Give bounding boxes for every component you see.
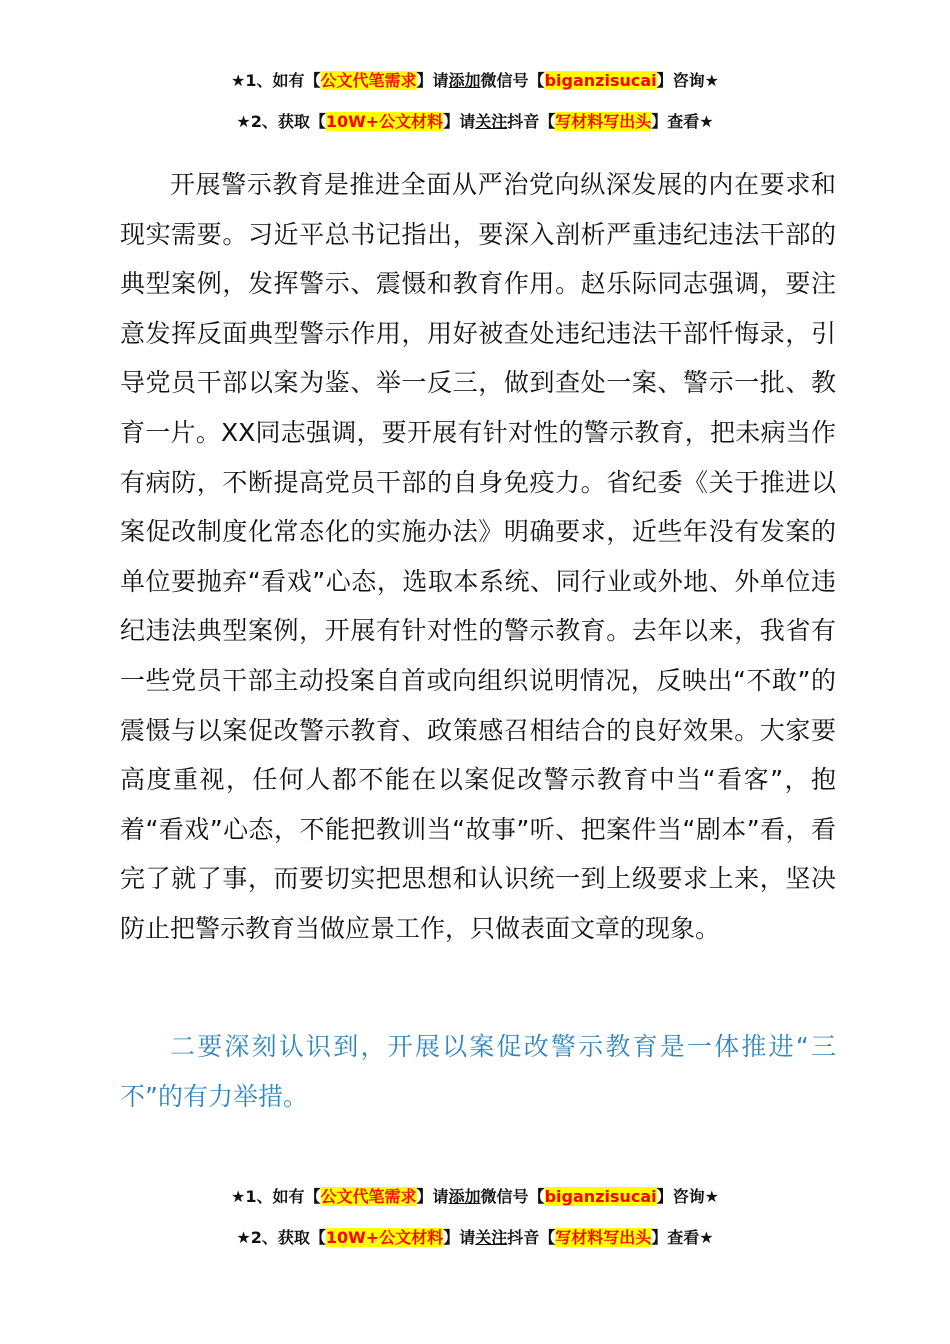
header-ad-line-2: ★2、获取【10W+公文材料】请关注抖音【写材料写出头】查看★ <box>236 112 714 131</box>
footer-ad-line-2: ★2、获取【10W+公文材料】请关注抖音【写材料写出头】查看★ <box>236 1228 714 1247</box>
section-heading: 二要深刻认识到，开展以案促改警示教育是一体推进“三不”的有力举措。 <box>120 1032 836 1111</box>
highlight-wechat-id: biganzisucai <box>544 71 657 90</box>
highlight-douyin-id: 写材料写出头 <box>555 112 652 131</box>
highlight-wechat-id: biganzisucai <box>544 1187 657 1206</box>
body-paragraph: 开展警示教育是推进全面从严治党向纵深发展的内在要求和现实需要。习近平总书记指出，要深入剖析严重违纪违法干部的典型案例，发挥警示、震慑和教育作用。赵乐际同志强调，要注意发挥反面典型警示作用，用好被查处违纪违法干部忏悔录，引导党员干部以案为鉴、举一反三，做到查处一案、警示一批、教育一片。XX同志强调，要开展有针对性的警示教育，把未病当作有病防，不断提高党员干部的自身免疫力。省纪委《关于推进以案促改制度化常态化的实施办法》明确要求，近些年没有发案的单位要抛弃“看戏”心态，选取本系统、同行业或外地、外单位违纪违法典型案例，开展有针对性的警示教育。去年以来，我省有一些党员干部主动投案自首或向组织说明情况，反映出“不敢”的震慑与以案促改警示教育、政策感召相结合的良好效果。大家要高度重视，任何人都不能在以案促改警示教育中当“看客”，抱着“看戏”心态，不能把教训当“故事”听、把案件当“剧本”看，看完了就了事，而要切实把思想和认识统一到上级要求上来，坚决防止把警示教育当做应景工作，只做表面文章的现象。 <box>120 170 836 943</box>
highlight-materials: 10W+公文材料 <box>325 1228 444 1247</box>
star-prefix: ★1、如有【 <box>231 71 321 90</box>
footer-ad-line-1: ★1、如有【公文代笔需求】请添加微信号【biganzisucai】咨询★ <box>231 1187 719 1206</box>
underlined-word: 关注 <box>475 112 508 131</box>
underlined-word: 关注 <box>475 1228 508 1247</box>
highlight-service: 公文代笔需求 <box>320 71 417 90</box>
underlined-word: 添加 <box>448 71 481 90</box>
header-ad-line-1: ★1、如有【公文代笔需求】请添加微信号【biganzisucai】咨询★ <box>231 71 719 90</box>
underlined-word: 添加 <box>448 1187 481 1206</box>
highlight-materials: 10W+公文材料 <box>325 112 444 131</box>
highlight-douyin-id: 写材料写出头 <box>555 1228 652 1247</box>
highlight-service: 公文代笔需求 <box>320 1187 417 1206</box>
